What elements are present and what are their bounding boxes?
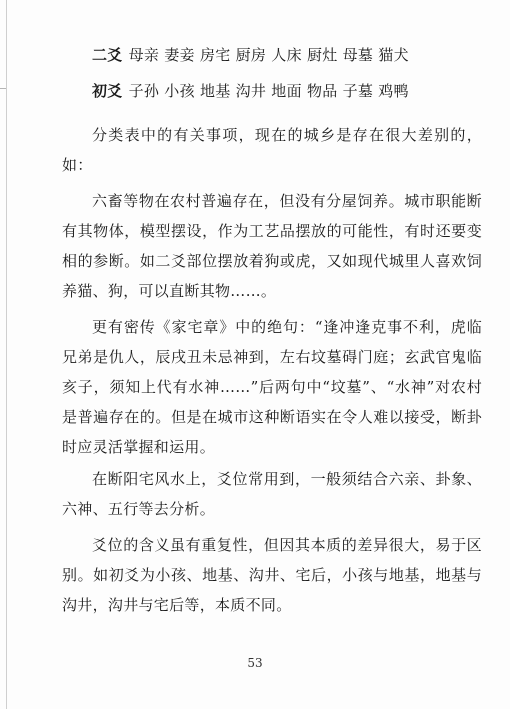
first-line-label: 初爻 xyxy=(92,82,123,100)
page-edge-line xyxy=(6,0,7,709)
page-content xyxy=(62,40,482,620)
paragraph-yang-house: 在断阳宅风水上，爻位常用到，一般须结合六亲、卦象、六神、五行等去分析。 xyxy=(62,470,482,518)
second-line-label: 二爻 xyxy=(92,46,123,64)
paragraph-secret-verse: 更有密传《家宅章》中的绝句：“逢冲逢克事不利，虎临兄弟是仇人，辰戌丑未忌神到，左右坟墓碍门庭；玄武官鬼临亥子，须知上代有水神……”后两句中“坟墓”、“水神”对农村是普遍存在的。但是在城市这种断语实在令人难以接受，断卦时应灵活掌握和运用。 xyxy=(62,318,482,456)
paragraph-classification: 分类表中的有关事项，现在的城乡是存在很大差别的，如： xyxy=(62,126,482,174)
page-edge-mark xyxy=(0,88,6,89)
second-line-row xyxy=(62,40,482,70)
first-line-items: 子孙 小孩 地基 沟井 地面 物品 子墓 鸡鸭 xyxy=(128,82,409,100)
paragraph-line-position: 爻位的含义虽有重复性，但因其本质的差异很大，易于区别。如初爻为小孩、地基、沟井、宅后，小孩与地基，地基与沟井，沟井与宅后等，本质不同。 xyxy=(62,536,482,614)
paragraph-livestock: 六畜等物在农村普遍存在，但没有分屋饲养。城市职能断有其物体，模型摆设，作为工艺品摆放的可能性，有时还要变相的参断。如二爻部位摆放着狗或虎，又如现代城里人喜欢饲养猫、狗，可以直断其物……。 xyxy=(62,192,482,300)
first-line-row xyxy=(62,76,482,106)
page-number: 53 xyxy=(247,656,263,670)
second-line-items: 母亲 妻妾 房宅 厨房 人床 厨灶 母墓 猫犬 xyxy=(128,46,409,64)
